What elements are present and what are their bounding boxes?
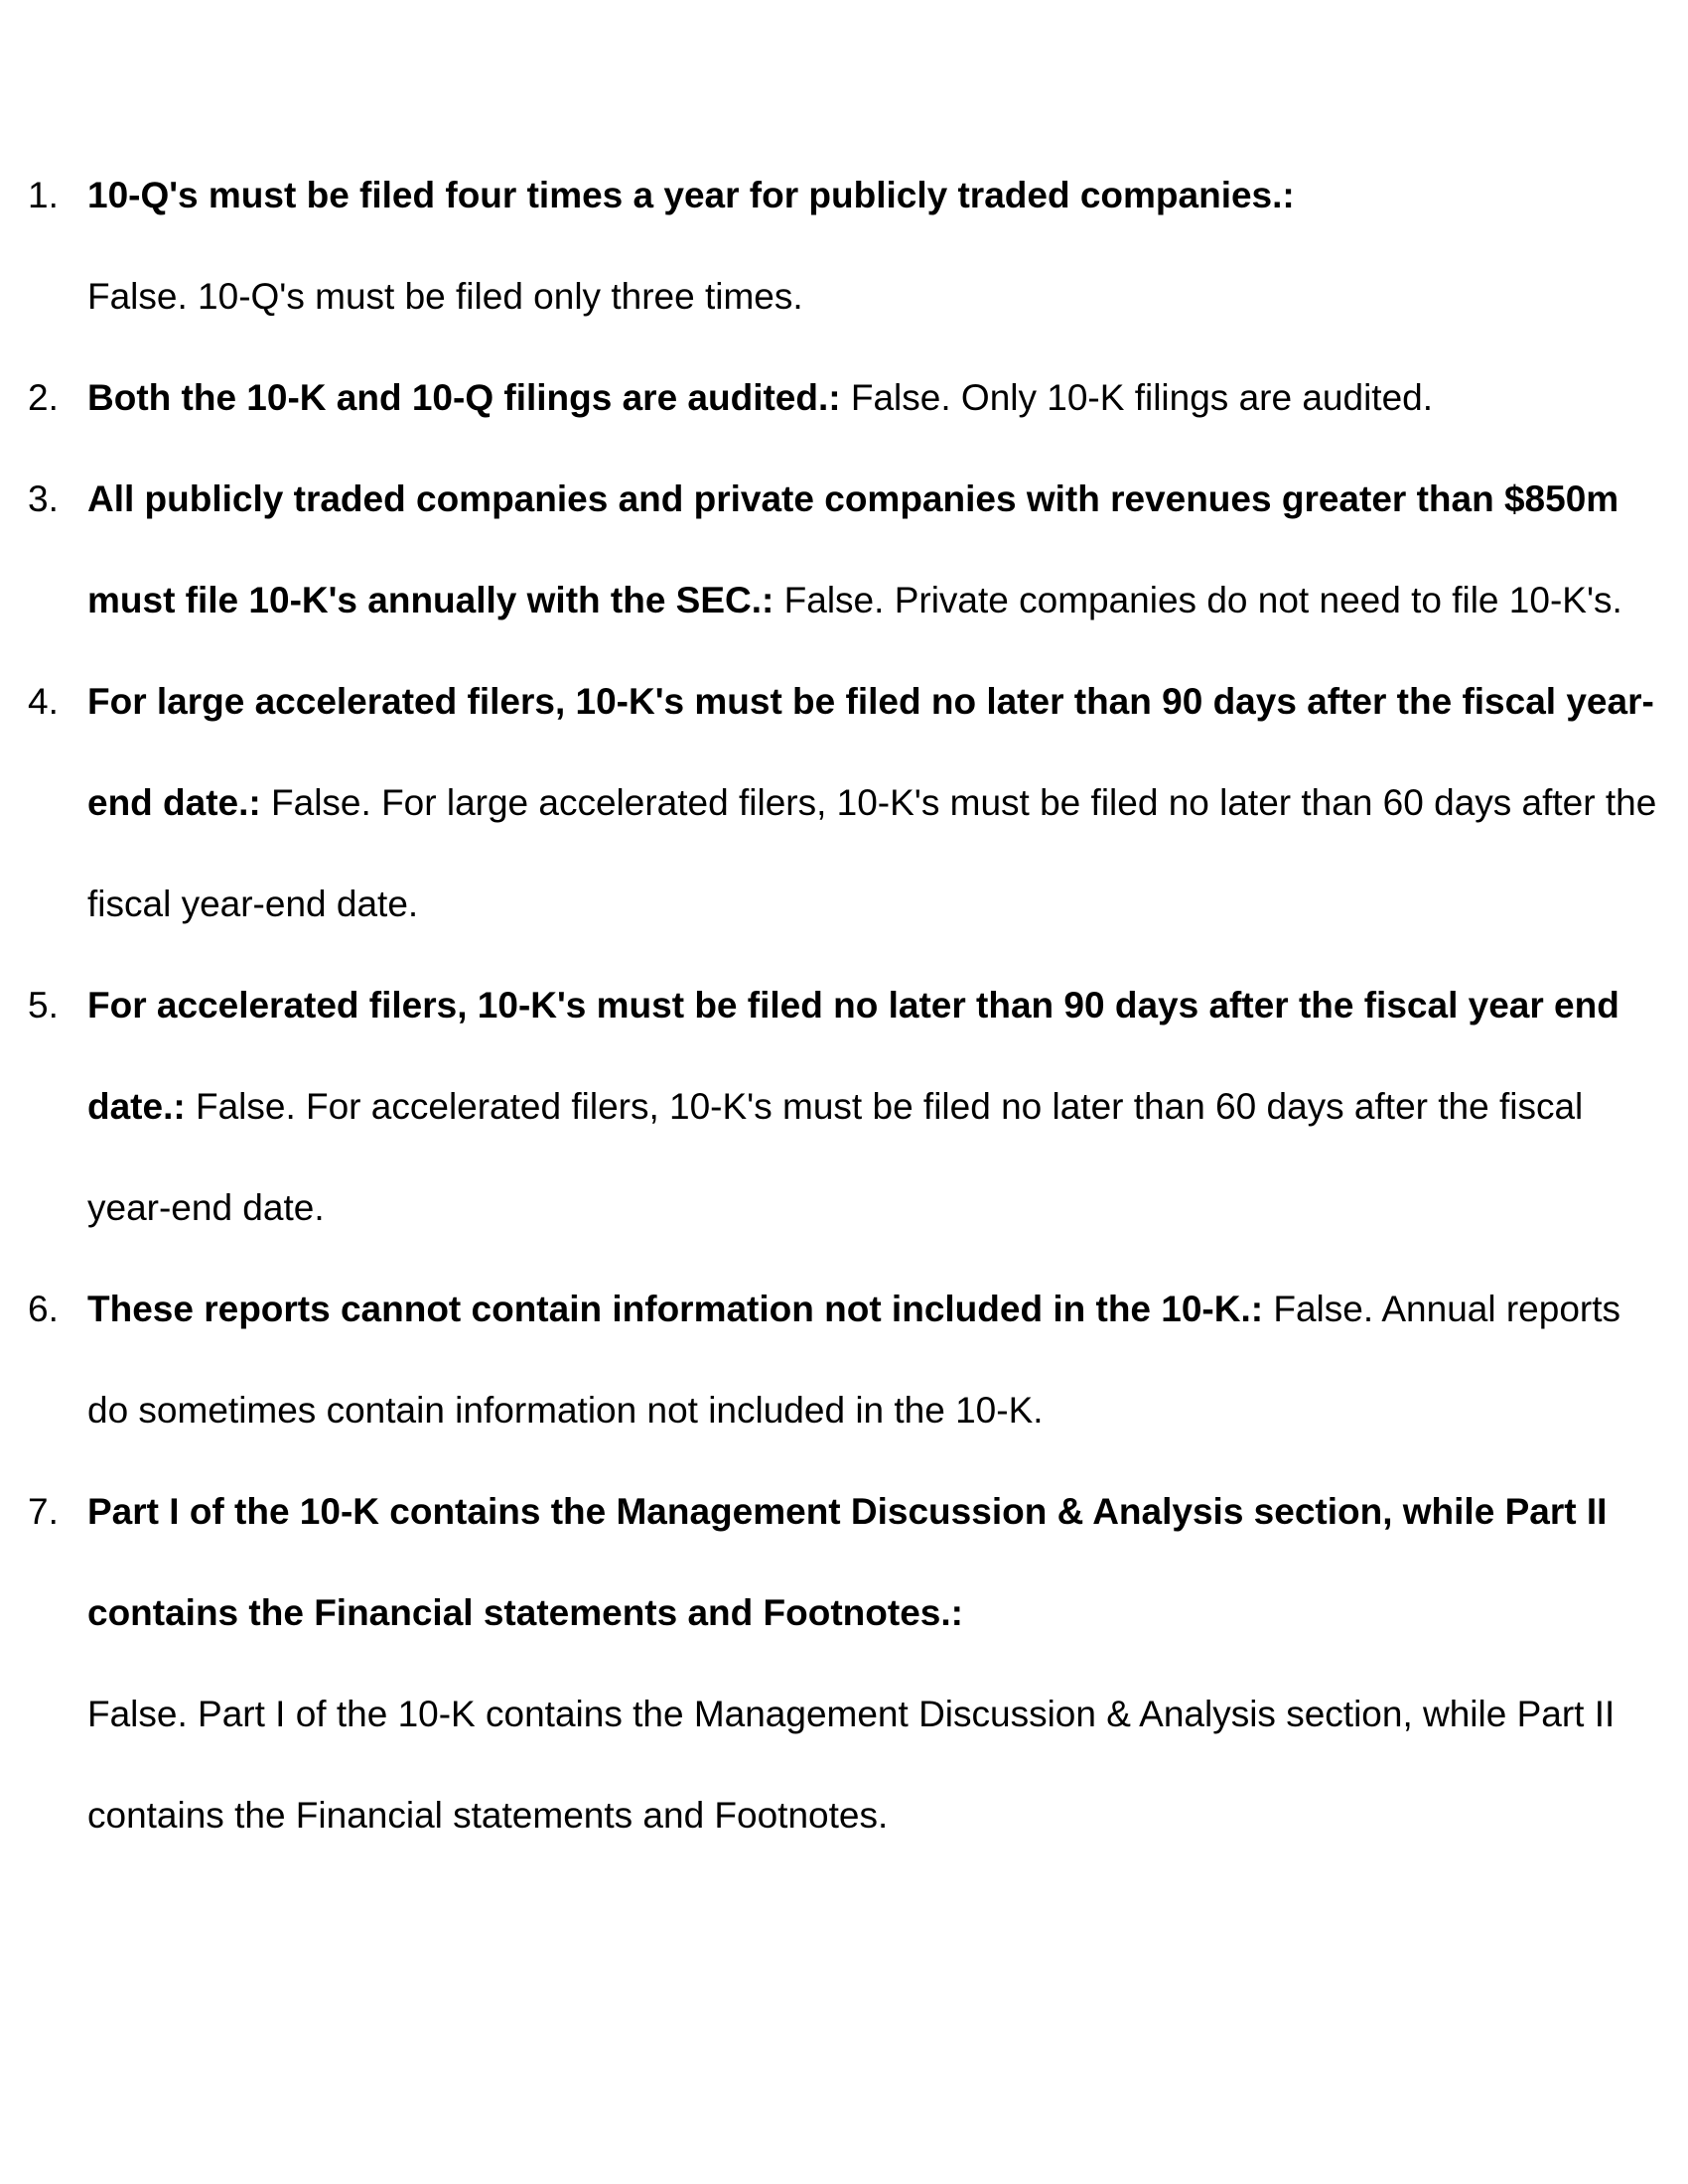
item-question: All publicly traded companies and private companies with revenues greater than $850m must file 10-K's annually with the SEC.: xyxy=(87,478,1619,620)
item-answer: False. Private companies do not need to file 10-K's. xyxy=(783,580,1622,620)
item-answer: False. 10-Q's must be filed only three times. xyxy=(87,276,803,317)
item-answer: False. Part I of the 10-K contains the Management Discussion & Analysis section, while Part II contains the Financial statements and Footnotes. xyxy=(87,1694,1616,1836)
list-item xyxy=(0,651,1658,955)
item-number: 1. xyxy=(28,175,59,215)
answer-list xyxy=(0,145,1658,1866)
item-answer: False. For large accelerated filers, 10-K's must be filed no later than 60 days after the fiscal year-end date. xyxy=(87,782,1657,924)
list-item xyxy=(0,955,1658,1259)
list-item xyxy=(0,347,1658,449)
item-number: 7. xyxy=(28,1491,59,1532)
item-question: For large accelerated filers, 10-K's must be filed no later than 90 days after the fiscal year-end date.: xyxy=(87,681,1654,823)
item-number: 3. xyxy=(28,478,59,519)
item-number: 6. xyxy=(28,1289,59,1329)
item-answer: False. For accelerated filers, 10-K's must be filed no later than 60 days after the fiscal year-end date. xyxy=(87,1086,1584,1228)
item-number: 4. xyxy=(28,681,59,722)
item-number: 5. xyxy=(28,985,59,1025)
list-item xyxy=(0,1259,1658,1461)
item-question: Both the 10-K and 10-Q filings are audited.: xyxy=(87,377,841,418)
item-question: For accelerated filers, 10-K's must be filed no later than 90 days after the fiscal year end date.: xyxy=(87,985,1619,1127)
item-answer: False. Only 10-K filings are audited. xyxy=(850,377,1434,418)
list-item xyxy=(0,449,1658,651)
item-question: Part I of the 10-K contains the Management Discussion & Analysis section, while Part II contains the Financial statements and Footnotes.: xyxy=(87,1491,1608,1633)
item-question: These reports cannot contain information not included in the 10-K.: xyxy=(87,1289,1264,1329)
item-answer: False. Annual reports do sometimes contain information not included in the 10-K. xyxy=(87,1289,1620,1431)
item-number: 2. xyxy=(28,377,59,418)
item-question: 10-Q's must be filed four times a year for publicly traded companies.: xyxy=(87,175,1295,215)
list-item xyxy=(0,145,1658,347)
list-item xyxy=(0,1461,1658,1866)
